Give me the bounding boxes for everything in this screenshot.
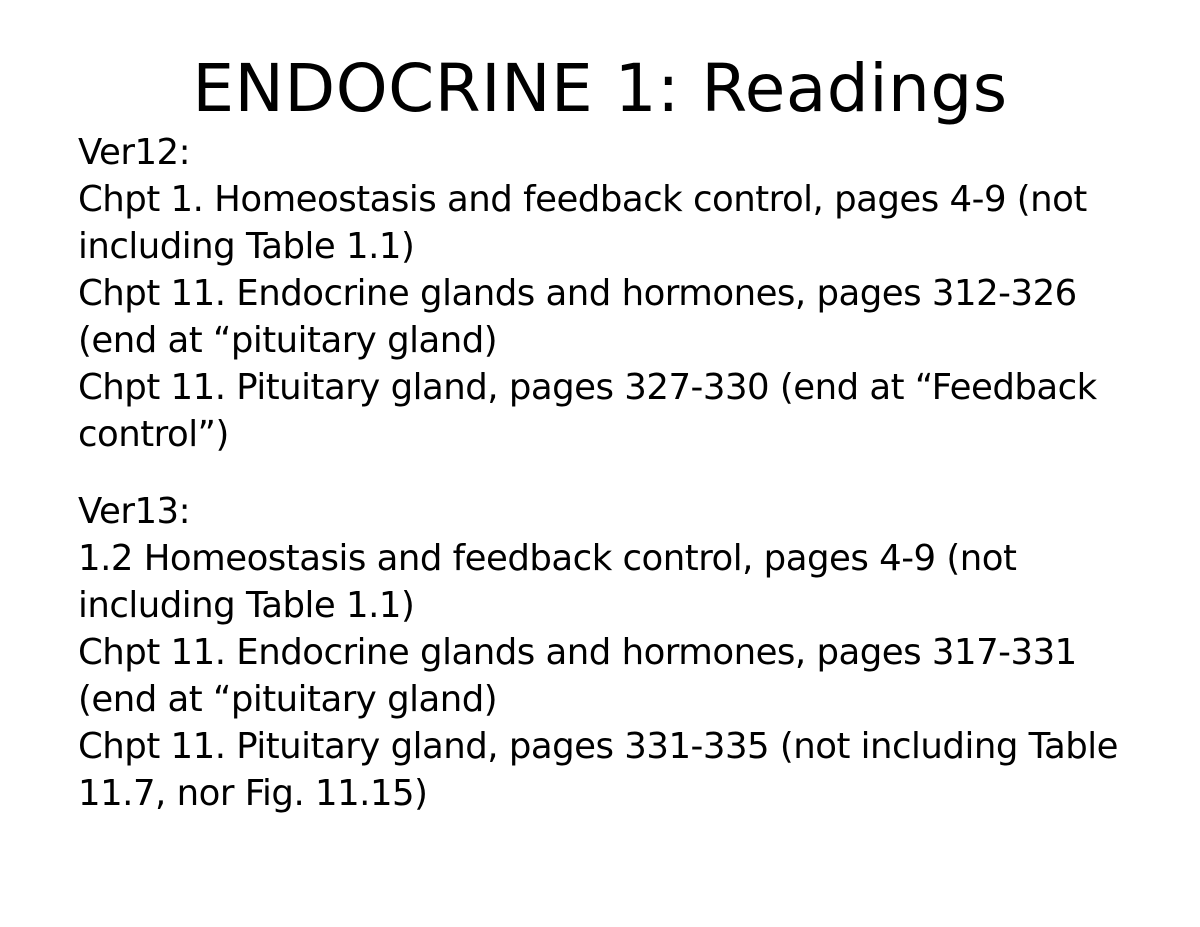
slide-title: ENDOCRINE 1: Readings [192, 50, 1008, 127]
section-ver13 [78, 488, 1178, 817]
reading-line: Chpt 11. Endocrine glands and hormones, pages 312-326 [78, 273, 1077, 314]
section-ver12 [78, 129, 1178, 458]
section-spacer [78, 458, 1178, 488]
reading-line: (end at “pituitary gland) [78, 320, 498, 361]
reading-line: including Table 1.1) [78, 585, 415, 626]
slide-body [78, 129, 1178, 817]
reading-line: 1.2 Homeostasis and feedback control, pages 4-9 (not [78, 538, 1017, 579]
section-heading: Ver13: [78, 491, 191, 532]
reading-line: Chpt 11. Endocrine glands and hormones, pages 317-331 [78, 632, 1077, 673]
reading-line: (end at “pituitary gland) [78, 679, 498, 720]
reading-line: Chpt 11. Pituitary gland, pages 331-335 (not including Table [78, 726, 1118, 767]
reading-line: 11.7, nor Fig. 11.15) [78, 773, 428, 814]
reading-line: Chpt 1. Homeostasis and feedback control, pages 4-9 (not [78, 179, 1087, 220]
reading-line: including Table 1.1) [78, 226, 415, 267]
reading-line: Chpt 11. Pituitary gland, pages 327-330 (end at “Feedback [78, 367, 1097, 408]
reading-line: control”) [78, 414, 229, 455]
section-heading: Ver12: [78, 132, 191, 173]
